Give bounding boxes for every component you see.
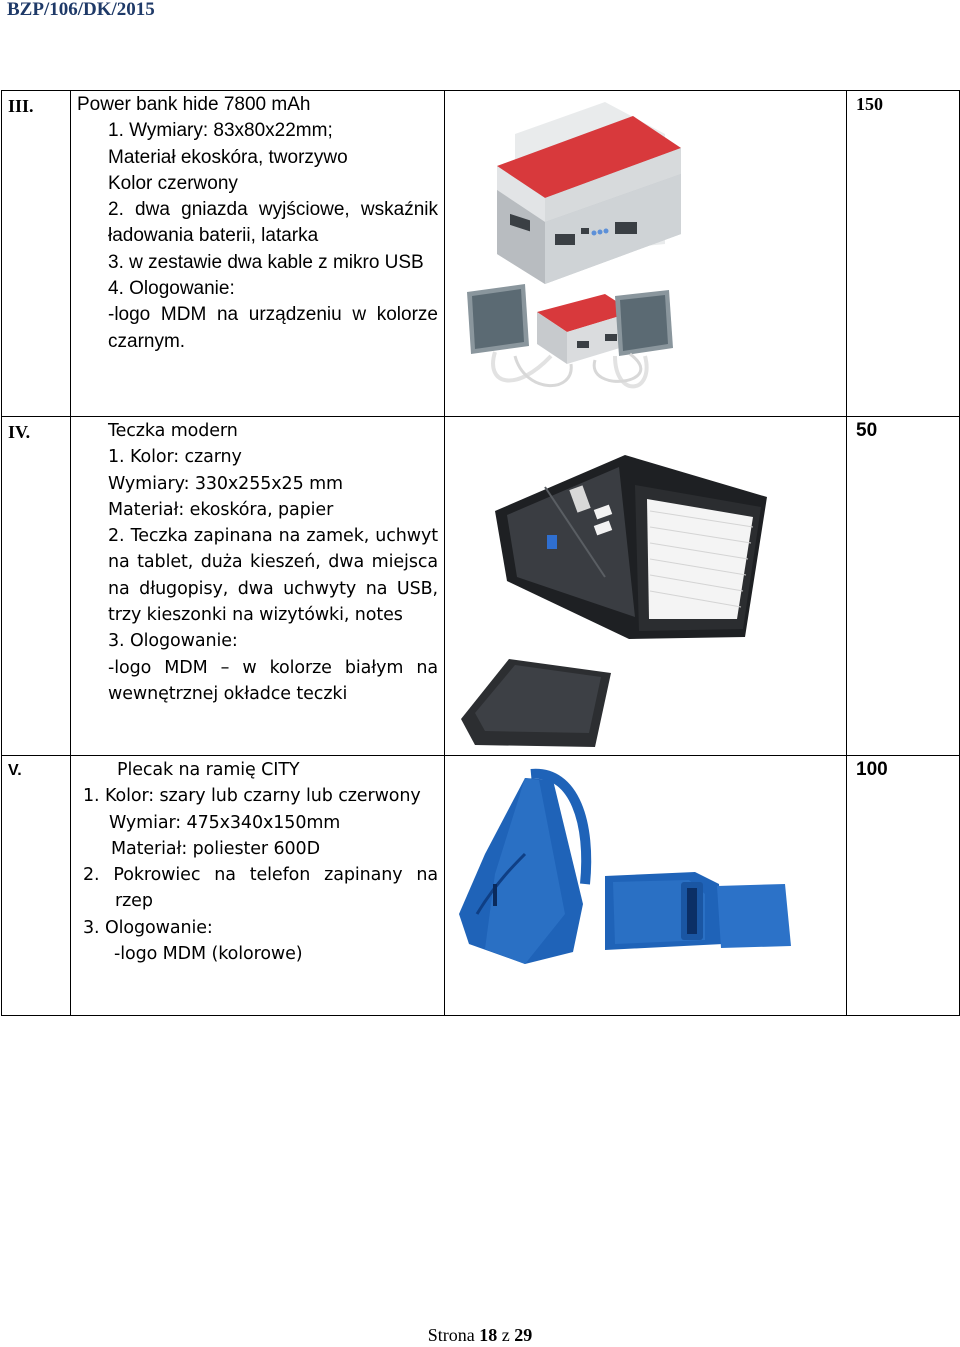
desc-line: na długopisy, dwa uchwyty na USB, [108, 578, 438, 599]
page-footer: Strona 18 z 29 [427, 1325, 533, 1345]
desc-line: 3. Ologowanie: [108, 631, 238, 652]
desc-line: 1. Wymiary: 83x80x22mm; [108, 120, 333, 142]
desc-line: ładowania baterii, latarka [108, 225, 319, 247]
table-row [2, 756, 960, 1016]
desc-line: Wymiar: 475x340x150mm [109, 812, 341, 833]
desc-line: na tablet, duża kieszeń, dwa miejsca [108, 552, 438, 573]
item-description [71, 756, 444, 967]
document-code: BZP/106/DK/2015 [7, 0, 155, 20]
item-quantity: 50 [856, 420, 878, 441]
total-pages: 29 [514, 1325, 533, 1345]
item-number: V. [8, 762, 22, 779]
desc-line: Materiał: poliester 600D [111, 838, 320, 859]
power-bank-image [455, 94, 837, 412]
specification-table [1, 90, 960, 1016]
desc-line: -logo MDM – w kolorze białym na [108, 657, 438, 678]
desc-line: 2. Pokrowiec na telefon zapinany na [83, 865, 438, 886]
item-quantity: 150 [856, 94, 883, 114]
table-row [2, 91, 960, 417]
desc-line: rzep [115, 891, 153, 912]
desc-line: 2. dwa gniazda wyjściowe, wskaźnik [108, 199, 438, 221]
desc-line: 2. Teczka zapinana na zamek, uchwyt [108, 526, 438, 547]
item-description [71, 91, 444, 355]
item-title: Power bank hide 7800 mAh [77, 94, 311, 115]
table-row [2, 417, 960, 756]
desc-line: 3. Ologowanie: [83, 917, 213, 938]
desc-line: czarnym. [108, 330, 186, 352]
desc-line: trzy kieszonki na wizytówki, notes [108, 605, 403, 626]
item-title: Plecak na ramię CITY [117, 760, 300, 780]
desc-line: Wymiary: 330x255x25 mm [108, 473, 343, 494]
desc-line: Kolor czerwony [108, 172, 238, 194]
item-quantity: 100 [856, 759, 888, 780]
folder-image [455, 427, 837, 752]
current-page: 18 [479, 1325, 498, 1345]
desc-line: 4. Ologowanie: [108, 278, 235, 300]
desc-line: 3. w zestawie dwa kable z mikro USB [108, 251, 424, 273]
backpack-image [455, 764, 837, 974]
desc-line: Materiał: ekoskóra, papier [108, 499, 334, 520]
desc-line: Materiał ekoskóra, tworzywo [108, 146, 348, 168]
item-number: III. [8, 96, 34, 116]
desc-line: -logo MDM (kolorowe) [114, 944, 303, 965]
desc-line: wewnętrznej okładce teczki [108, 683, 348, 704]
desc-line: 1. Kolor: szary lub czarny lub czerwony [83, 786, 421, 807]
desc-line: 1. Kolor: czarny [108, 447, 242, 468]
item-title: Teczka modern [108, 421, 238, 441]
item-number: IV. [8, 422, 31, 442]
item-description [71, 417, 444, 707]
desc-line: -logo MDM na urządzeniu w kolorze [108, 304, 438, 326]
